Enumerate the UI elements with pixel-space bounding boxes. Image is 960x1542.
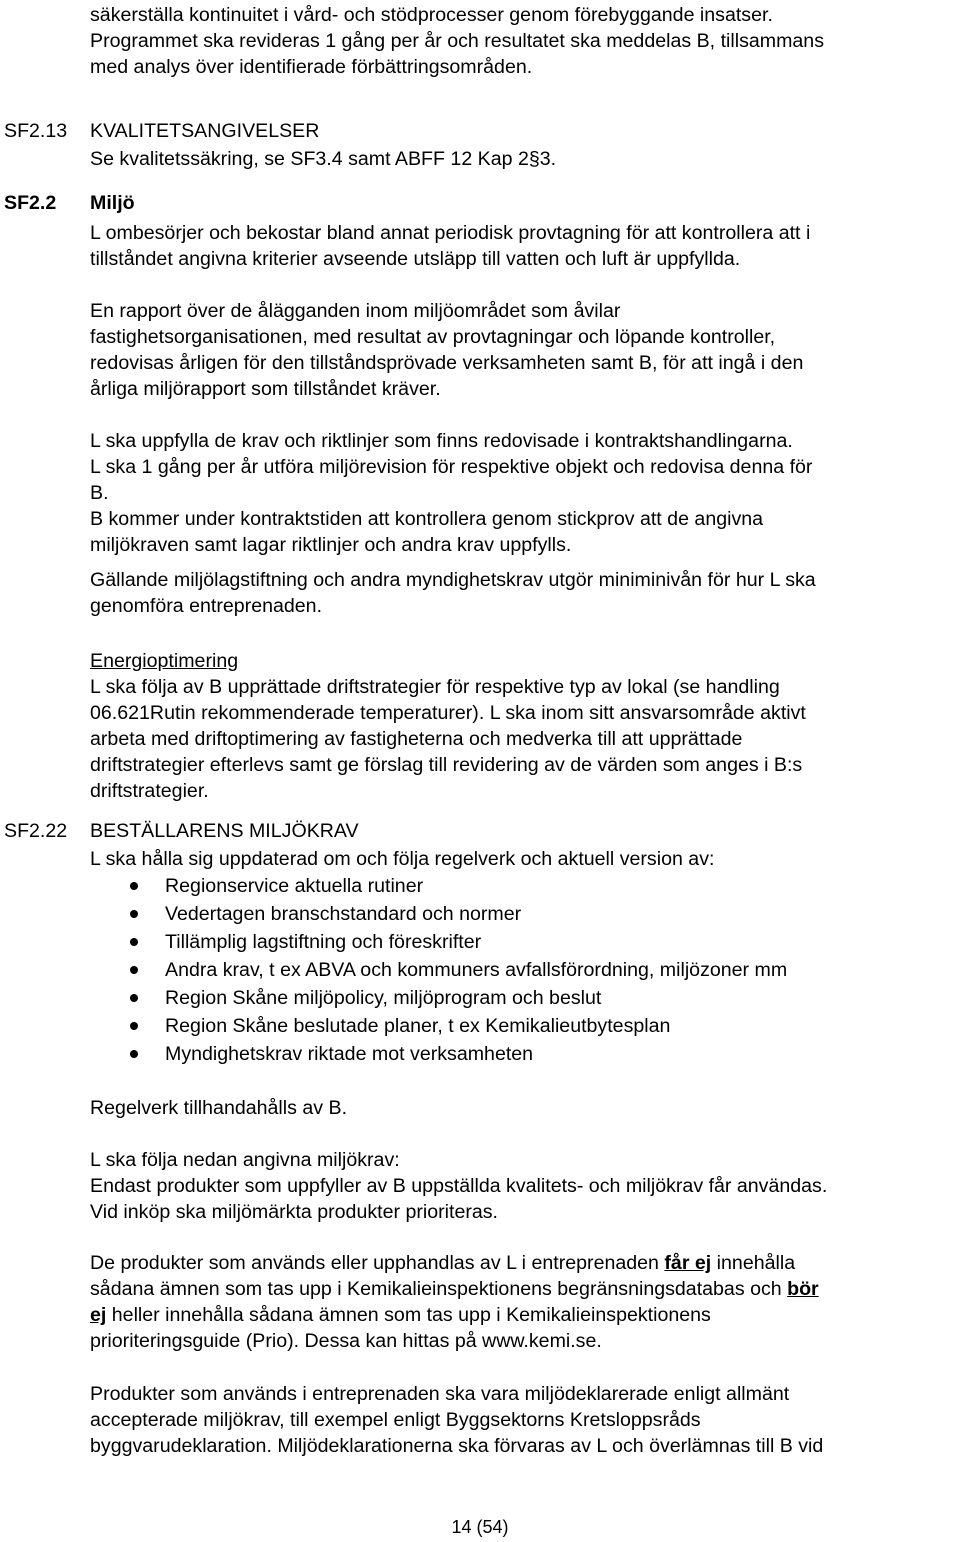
produkter-line-3 (90, 1302, 711, 1328)
list-item: Andra krav, t ex ABVA och kommuners avfallsförordning, miljözoner mm (165, 959, 788, 981)
section-heading-kvalitetsangivelser: KVALITETSANGIVELSER (90, 120, 320, 142)
page-number: 14 (54) (451, 1517, 509, 1537)
deklaration-line-1: Produkter som används i entreprenaden ska vara miljödeklarerade enligt allmänt (90, 1383, 790, 1405)
bullet-icon (130, 966, 138, 974)
miljo-p2-line-1: En rapport över de ålägganden inom miljöområdet som åvilar (90, 300, 621, 322)
section-number-sf213: SF2.13 (4, 120, 68, 142)
list-item: Regionservice aktuella rutiner (165, 875, 424, 897)
bullet-icon (130, 1022, 138, 1030)
section-number-sf22: SF2.2 (4, 192, 57, 214)
list-item: Tillämplig lagstiftning och föreskrifter (165, 931, 482, 953)
produkter-text: innehålla (711, 1252, 796, 1274)
list-item: Vedertagen branschstandard och normer (165, 903, 522, 925)
miljo-p3-line-3: B. (90, 482, 109, 504)
produkter-line-2 (90, 1276, 819, 1302)
produkter-line-4: prioriteringsguide (Prio). Dessa kan hittas på www.kemi.se. (90, 1330, 602, 1352)
energy-line-2: 06.621Rutin rekommenderade temperaturer). L ska inom sitt ansvarsområde aktivt (90, 702, 806, 724)
emphasis-bor: bör (787, 1278, 819, 1300)
bullet-icon (130, 1050, 138, 1058)
regelverk-text: Regelverk tillhandahålls av B. (90, 1097, 348, 1119)
miljo-p3-line-5: miljökraven samt lagar riktlinjer och andra krav uppfylls. (90, 534, 572, 556)
miljo-p2-line-2: fastighetsorganisationen, med resultat av provtagningar och löpande kontroller, (90, 326, 776, 348)
energy-line-3: arbeta med driftoptimering av fastigheterna och medverka till att upprättade (90, 728, 743, 750)
bullet-icon (130, 994, 138, 1002)
produkter-text: De produkter som används eller upphandlas av L i entreprenaden (90, 1252, 665, 1274)
intro-line-1: säkerställa kontinuitet i vård- och stödprocesser genom förebyggande insatser. (90, 4, 773, 26)
emphasis-far-ej: får ej (664, 1252, 712, 1274)
krav-line-3: Vid inköp ska miljömärkta produkter prioriteras. (90, 1201, 499, 1223)
miljo-p2-line-4: årliga miljörapport som tillståndet kräver. (90, 378, 441, 400)
energioptimering-heading: Energioptimering (90, 650, 239, 672)
section-heading-miljo: Miljö (90, 192, 135, 214)
list-item: Myndighetskrav riktade mot verksamheten (165, 1043, 534, 1065)
miljo-p3-line-1: L ska uppfylla de krav och riktlinjer som finns redovisade i kontraktshandlingarna. (90, 430, 793, 452)
produkter-text: sådana ämnen som tas upp i Kemikalieinspektionens begränsningsdatabas och (90, 1278, 788, 1300)
miljo-p4-line-1: Gällande miljölagstiftning och andra myndighetskrav utgör miniminivån för hur L ska (90, 569, 816, 591)
miljo-p1-line-1: L ombesörjer och bekostar bland annat periodisk provtagning för att kontrollera att i (90, 222, 811, 244)
energy-line-1: L ska följa av B upprättade driftstrategier för respektive typ av lokal (se handling (90, 676, 780, 698)
produkter-line-1 (90, 1250, 795, 1276)
list-item: Region Skåne beslutade planer, t ex Kemikalieutbytesplan (165, 1015, 671, 1037)
bullet-icon (130, 938, 138, 946)
miljo-p1-line-2: tillståndet angivna kriterier avseende utsläpp till vatten och luft är uppfyllda. (90, 248, 741, 270)
sf222-lead: L ska hålla sig uppdaterad om och följa regelverk och aktuell version av: (90, 848, 715, 870)
energy-line-4: driftstrategier efterlevs samt ge förslag till revidering av de värden som anges i B:s (90, 754, 803, 776)
krav-line-1: L ska följa nedan angivna miljökrav: (90, 1149, 400, 1171)
miljo-p3-line-4: B kommer under kontraktstiden att kontrollera genom stickprov att de angivna (90, 508, 764, 530)
intro-line-2: Programmet ska revideras 1 gång per år och resultatet ska meddelas B, tillsammans (90, 30, 825, 52)
krav-line-2: Endast produkter som uppfyller av B uppställda kvalitets- och miljökrav får användas. (90, 1175, 828, 1197)
intro-line-3: med analys över identifierade förbättringsområden. (90, 56, 533, 78)
miljo-p4-line-2: genomföra entreprenaden. (90, 595, 323, 617)
section-heading-bestallarens-miljokrav: BESTÄLLARENS MILJÖKRAV (90, 820, 359, 842)
deklaration-line-2: accepterade miljökrav, till exempel enligt Byggsektorns Kretsloppsråds (90, 1409, 701, 1431)
list-item: Region Skåne miljöpolicy, miljöprogram och beslut (165, 987, 602, 1009)
produkter-text: heller innehålla sådana ämnen som tas upp i Kemikalieinspektionens (106, 1304, 711, 1326)
section-number-sf222: SF2.22 (4, 820, 68, 842)
sf213-text: Se kvalitetssäkring, se SF3.4 samt ABFF 12 Kap 2§3. (90, 148, 557, 170)
energy-line-5: driftstrategier. (90, 780, 209, 802)
emphasis-ej: ej (90, 1304, 107, 1326)
miljo-p2-line-3: redovisas årligen för den tillståndsprövade verksamheten samt B, för att ingå i den (90, 352, 804, 374)
deklaration-line-3: byggvarudeklaration. Miljödeklarationerna ska förvaras av L och överlämnas till B vid (90, 1435, 824, 1457)
bullet-icon (130, 910, 138, 918)
bullet-icon (130, 882, 138, 890)
miljo-p3-line-2: L ska 1 gång per år utföra miljörevision för respektive objekt och redovisa denna för (90, 456, 813, 478)
